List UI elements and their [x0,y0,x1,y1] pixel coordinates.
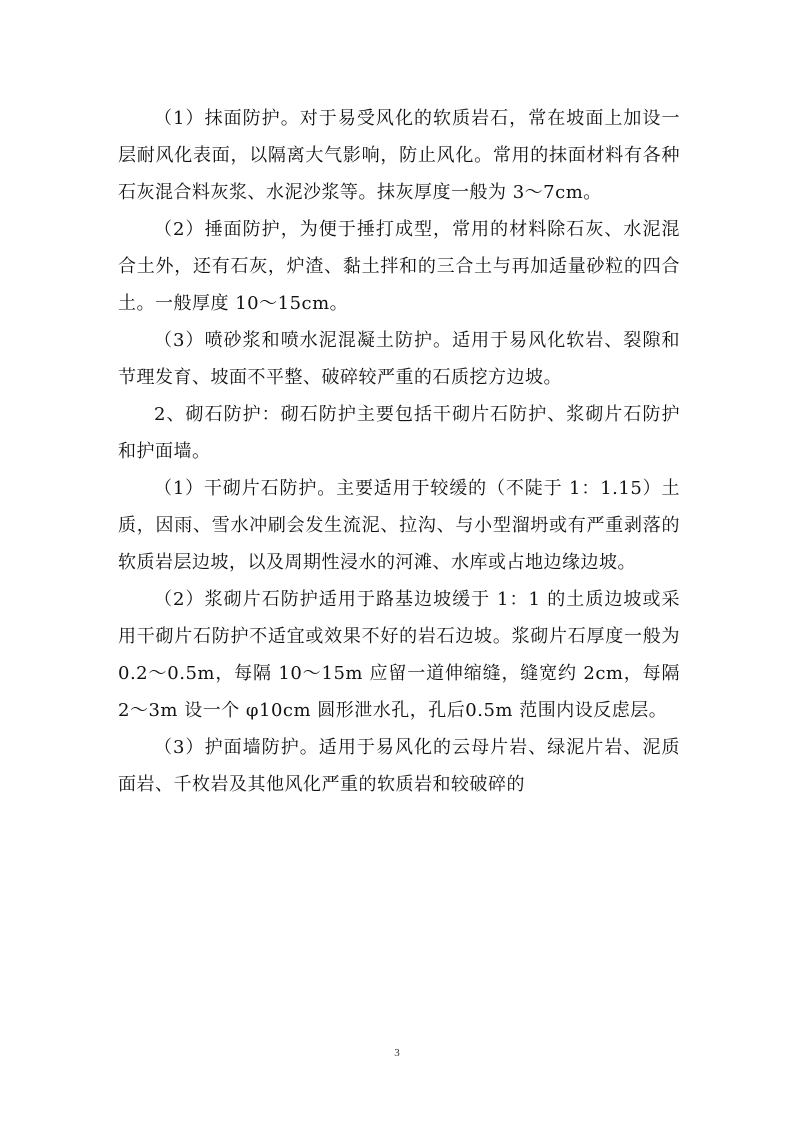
paragraph-plastering: （1）抹面防护。对于易受风化的软质岩石，常在坡面上加设一层耐风化表面，以隔离大气影响，防止风化。常用的抹面材料有各种石灰混合料灰浆、水泥沙浆等。抹灰厚度一般为 3～7cm。 [118,108,680,203]
paragraph-tamping: （2）捶面防护，为便于捶打成型，常用的材料除石灰、水泥混合土外，还有石灰，炉渣、黏土拌和的三合土与再加适量砂粒的四合土。一般厚度 10～15cm。 [118,219,680,314]
paragraph-masonry-heading: 2、砌石防护：砌石防护主要包括干砌片石防护、浆砌片石防护和护面墙。 [118,404,680,462]
paragraph-dry-masonry: （1）干砌片石防护。主要适用于较缓的（不陡于 1：1.15）土质，因雨、雪水冲刷会发生流泥、拉沟、与小型溜坍或有严重剥落的软质岩层边坡，以及周期性浸水的河滩、水库或占地边缘边坡。 [118,478,680,573]
paragraph-mortar-masonry: （2）浆砌片石防护适用于路基边坡缓于 1：1 的土质边坡或采用干砌片石防护不适宜或效果不好的岩石边坡。浆砌片石厚度一般为 0.2～0.5m，每隔 10～15m 应留一道伸缩缝，缝宽约 2cm，每隔 2～3m 设一个 φ10cm 圆形泄水孔，孔后0.5m 范围内设反虑层。 [118,589,680,721]
paragraph-retaining-wall: （3）护面墙防护。适用于易风化的云母片岩、绿泥片岩、泥质面岩、千枚岩及其他风化严重的软质岩和较破碎的 [118,737,680,795]
paragraph-shotcrete: （3）喷砂浆和喷水泥混凝土防护。适用于易风化软岩、裂隙和节理发育、坡面不平整、破碎较严重的石质挖方边坡。 [118,330,680,388]
page-number: 3 [394,1047,400,1059]
document-body [118,100,680,803]
